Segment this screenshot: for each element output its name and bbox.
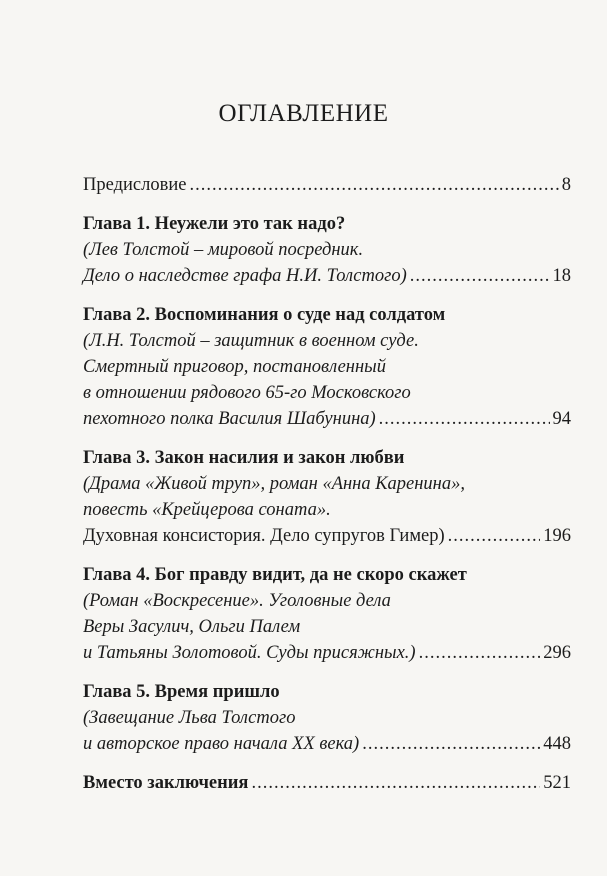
chapter-heading: Глава 2. Воспоминания о суде над солдатом bbox=[83, 305, 446, 325]
toc-entry-chapter-2[interactable] bbox=[83, 302, 571, 432]
chapter-heading: Глава 4. Бог правду видит, да не скоро скажет bbox=[83, 565, 467, 585]
chapter-subtitle-line: Смертный приговор, постановленный bbox=[83, 357, 386, 377]
page-number: 94 bbox=[552, 409, 571, 429]
chapter-subtitle-line: в отношении рядового 65-го Московского bbox=[83, 383, 411, 403]
toc-entry-preface[interactable] bbox=[83, 172, 571, 198]
page-number: 448 bbox=[543, 734, 571, 754]
toc-line bbox=[83, 172, 571, 198]
dot-leader bbox=[448, 523, 541, 549]
dot-leader bbox=[410, 263, 550, 289]
page-number: 521 bbox=[543, 773, 571, 793]
chapter-heading: Глава 3. Закон насилия и закон любви bbox=[83, 448, 405, 468]
chapter-subtitle-line: повесть «Крейцерова соната». bbox=[83, 500, 331, 520]
toc-entry-chapter-3[interactable] bbox=[83, 445, 571, 549]
dot-leader bbox=[379, 406, 550, 432]
chapter-subtitle-line: (Драма «Живой труп», роман «Анна Каренина», bbox=[83, 474, 465, 494]
chapter-heading: Глава 1. Неужели это так надо? bbox=[83, 214, 346, 234]
toc-line bbox=[83, 640, 571, 666]
chapter-subtitle-line: пехотного полка Василия Шабунина) bbox=[83, 409, 376, 429]
page-number: 196 bbox=[543, 526, 571, 546]
toc-entry-chapter-1[interactable] bbox=[83, 211, 571, 289]
chapter-subtitle-line: (Роман «Воскресение». Уголовные дела bbox=[83, 591, 391, 611]
table-of-contents bbox=[83, 172, 571, 809]
entry-heading: Предисловие bbox=[83, 175, 187, 195]
toc-line bbox=[83, 263, 571, 289]
chapter-subtitle-line: Дело о наследстве графа Н.И. Толстого) bbox=[83, 266, 407, 286]
toc-entry-chapter-5[interactable] bbox=[83, 679, 571, 757]
chapter-subtitle-line: и авторское право начала XX века) bbox=[83, 734, 360, 754]
dot-leader bbox=[189, 172, 558, 198]
chapter-subtitle-line: (Л.Н. Толстой – защитник в военном суде. bbox=[83, 331, 419, 351]
chapter-heading: Глава 5. Время пришло bbox=[83, 682, 280, 702]
page-title: ОГЛАВЛЕНИЕ bbox=[218, 100, 389, 127]
toc-entry-conclusion[interactable] bbox=[83, 770, 571, 796]
toc-line bbox=[83, 406, 571, 432]
chapter-subtitle-line: и Татьяны Золотовой. Суды присяжных.) bbox=[83, 643, 416, 663]
dot-leader bbox=[251, 770, 540, 796]
dot-leader bbox=[362, 731, 540, 757]
chapter-subtitle-line: (Завещание Льва Толстого bbox=[83, 708, 296, 728]
page-number: 296 bbox=[543, 643, 571, 663]
entry-heading: Вместо заключения bbox=[83, 773, 249, 793]
chapter-subtitle-line: Духовная консистория. Дело супругов Гимер) bbox=[83, 526, 445, 546]
dot-leader bbox=[419, 640, 541, 666]
toc-line bbox=[83, 523, 571, 549]
page-number: 8 bbox=[561, 175, 571, 195]
chapter-subtitle-line: (Лев Толстой – мировой посредник. bbox=[83, 240, 364, 260]
page-number: 18 bbox=[552, 266, 571, 286]
toc-line bbox=[83, 770, 571, 796]
chapter-subtitle-line: Веры Засулич, Ольги Палем bbox=[83, 617, 301, 637]
toc-line bbox=[83, 731, 571, 757]
toc-entry-chapter-4[interactable] bbox=[83, 562, 571, 666]
